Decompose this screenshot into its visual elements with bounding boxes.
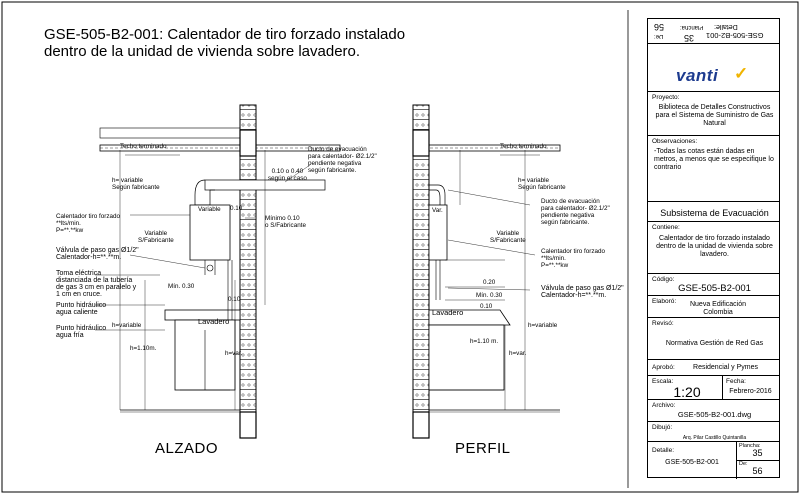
perfil-min030-label: Mín. 0.30 <box>476 292 503 299</box>
alzado-hvariable-label: h= variable Según fabricante <box>112 177 160 191</box>
perfil-variable-label: Variable S/Fabricante <box>490 230 526 244</box>
alzado-cota-010b-label: 0.10 <box>228 296 241 303</box>
alzado-variable1-label: Variable <box>198 206 221 213</box>
alzado-h110-label: h=1.10m. <box>130 345 157 352</box>
alzado-punto-fria-label: Punto hidráulico agua fría <box>56 325 107 339</box>
detalle-cell: Detalle: GSE-505-B2-001 Plancha: 35 De: 56 <box>648 441 779 478</box>
contiene-cell: Contiene: Calentador de tiro forzado instalado dentro de la unidad de vivienda sobre lavadero. <box>648 221 779 222</box>
perfil-valvula-label: Válvula de paso gas Ø1/2" Calentador-h=**.**m. <box>541 285 624 299</box>
perfil-lavadero-label: Lavadero <box>432 308 464 317</box>
alzado-calentador-label: Calentador tiro forzado **lts/min. P=**.**kw <box>56 213 121 234</box>
vanti-logo: vanti <box>676 66 719 85</box>
title-block <box>647 18 780 478</box>
perfil-calentador-label: Calentador tiro forzado **lts/min. P=**.**kw <box>541 248 606 269</box>
perfil-cota-020-label: 0.20 <box>483 279 496 286</box>
perfil-hvariable-label: h= variable Según fabricante <box>518 177 566 191</box>
view-label-perfil: PERFIL <box>455 440 511 457</box>
alzado-valvula-label: Válvula de paso gas Ø1/2" Calentador-h=**.**m. <box>56 247 139 261</box>
alzado-toma-label: Toma eléctrica distanciada de la tubería de gas 3 cm en paralelo y 1 cm en cruce. <box>56 270 137 298</box>
perfil-var-label: Var. <box>432 207 443 214</box>
perfil-cota-010-label: 0.10 <box>480 303 493 310</box>
aprobo-cell: Aprobó: Residencial y Pymes <box>648 359 779 360</box>
drawing-title: GSE-505-B2-001: Calentador de tiro forzado instalado dentro de la unidad de vivienda sobre lavadero. <box>44 26 406 60</box>
perfil-hvar-label: h=var. <box>509 350 527 357</box>
proyecto-cell: Proyecto: Biblioteca de Detalles Constructivos para el Sistema de Suministro de Gas Natural <box>648 91 779 92</box>
alzado-minimo-label: Mínimo 0.10 o S/Fabricante <box>265 215 306 229</box>
alzado-techo-label: Techo terminado <box>120 143 167 150</box>
elaboro-cell: Elaboró: Nueva Edificación Colombia <box>648 295 779 296</box>
alzado-punto-caliente-label: Punto hidráulico agua caliente <box>56 302 107 316</box>
observaciones-cell: Observaciones: -Todas las cotas están dadas en metros, a menos que se especifique lo contrario <box>648 135 779 136</box>
check-icon: ✓ <box>734 64 749 83</box>
perfil-techo-label: Techo terminado <box>500 143 547 150</box>
reviso-cell: Revisó: Normativa Gestión de Red Gas <box>648 317 779 318</box>
perfil-view <box>413 105 560 438</box>
alzado-hvar2-label: h=var. <box>225 350 243 357</box>
title-block-flipped-header: Detalle: GSE-505-B2-001 Plancha: 35 De: 56 <box>648 19 779 51</box>
escala-fecha-cell: Escala: 1:20 Fecha: Febrero-2016 <box>648 375 779 376</box>
perfil-hvariable2-label: h=variable <box>528 322 558 329</box>
view-label-alzado: ALZADO <box>155 440 219 457</box>
alzado-min030-label: Mín. 0.30 <box>168 283 195 290</box>
dibujo-cell: Dibujó: Arq. Pilar Castillo Quintanilla <box>648 421 779 422</box>
perfil-ducto-label: Ducto de evacuación para calentador- Ø2.1/2" pendiente negativa según fabricante. <box>541 198 610 226</box>
perfil-h110-label: h=1.10 m. <box>470 338 499 345</box>
codigo-cell: Código: GSE-505-B2-001 <box>648 273 779 274</box>
subsistema-cell: Subsistema de Evacuación <box>648 201 779 202</box>
alzado-variable2-label: Variable S/Fabricante <box>138 230 174 244</box>
alzado-cota-ducto-label: 0.10 o 0.40 según el caso <box>268 168 307 182</box>
alzado-hvar-label: h=variable <box>112 322 142 329</box>
archivo-cell: Archivo: GSE-505-B2-001.dwg <box>648 399 779 400</box>
alzado-cota-010a-label: 0.10 <box>230 205 243 212</box>
alzado-lavadero-label: Lavadero <box>198 317 230 326</box>
alzado-ducto-label: Ducto de evacuación para calentador- Ø2.1/2" pendiente negativa según fabricante. <box>308 146 377 174</box>
